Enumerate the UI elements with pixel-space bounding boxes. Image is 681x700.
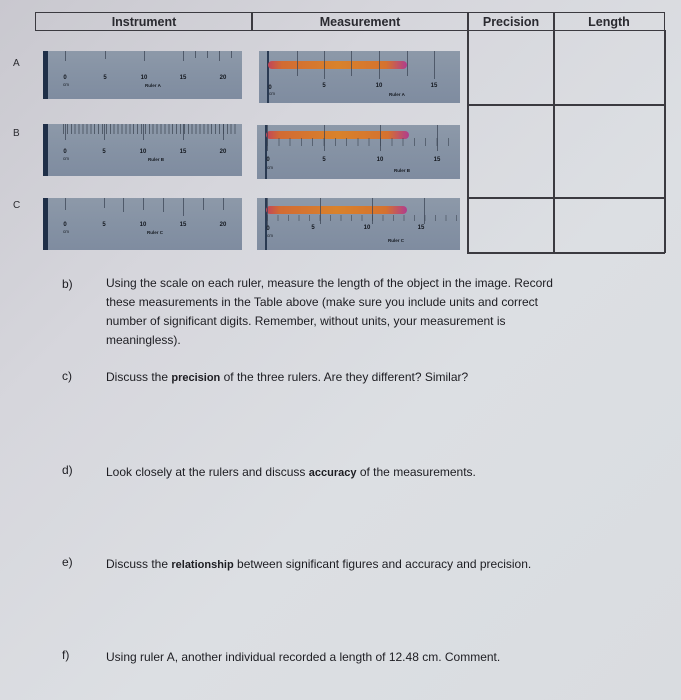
question-d-post: of the measurements. — [356, 465, 476, 479]
unit-label: cm — [269, 91, 275, 96]
tick-label: 15 — [417, 225, 425, 231]
tick-label: 0 — [268, 85, 272, 91]
tick-label: 5 — [102, 149, 106, 155]
measured-object — [266, 206, 407, 214]
cell-length-b[interactable] — [555, 106, 663, 196]
cell-precision-a[interactable] — [469, 32, 552, 103]
question-f-text — [106, 648, 500, 667]
ruler-name: Ruler A — [389, 92, 405, 97]
question-e-text — [106, 555, 531, 575]
measurement-ruler-c — [257, 198, 460, 250]
tick-label: 10 — [139, 149, 147, 155]
table-border-bottom — [467, 252, 665, 254]
question-b-line: these measurements in the Table above (make sure you include units and correct — [106, 295, 539, 309]
question-f-pre: Using ruler A, another individual recorded a length of 12.48 cm. Comment. — [106, 650, 501, 664]
question-d-emphasis: accuracy — [308, 467, 357, 479]
measurement-ruler-b — [257, 125, 460, 179]
tick-label: 15 — [433, 157, 441, 163]
tick-label: 15 — [179, 222, 187, 228]
ruler-name: Ruler A — [145, 83, 161, 88]
fine-ticks — [63, 124, 238, 134]
tick-label: 20 — [219, 149, 227, 155]
header-length: Length — [553, 12, 665, 31]
row-label-a: A — [13, 58, 20, 69]
instrument-ruler-b — [43, 124, 242, 176]
header-instrument: Instrument — [35, 12, 253, 31]
cell-length-a[interactable] — [555, 32, 663, 103]
question-b-line: meaningless). — [106, 333, 181, 347]
question-d-label: d) — [62, 463, 73, 477]
table-border-right — [664, 30, 666, 253]
unit-label: cm — [63, 156, 69, 161]
ruler-edge — [43, 198, 48, 250]
question-e-label: e) — [62, 555, 73, 569]
cell-length-c[interactable] — [555, 199, 663, 251]
question-b-line: number of significant digits. Remember, without units, your measurement is — [106, 314, 506, 328]
question-c-emphasis: precision — [171, 372, 221, 384]
tick-label: 20 — [219, 222, 227, 228]
fine-ticks — [267, 215, 457, 221]
tick-label: 10 — [139, 222, 147, 228]
tick-label: 5 — [322, 83, 326, 89]
question-b-label: b) — [62, 277, 73, 291]
ruler-edge — [43, 51, 48, 99]
row-label-b: B — [13, 128, 20, 139]
question-e-pre: Discuss the — [106, 557, 172, 571]
row-label-c: C — [13, 200, 21, 211]
instrument-ruler-a — [43, 51, 242, 99]
question-c-text — [106, 368, 468, 388]
tick-label: 10 — [140, 75, 148, 81]
question-c-pre: Discuss the — [106, 370, 172, 384]
header-measurement: Measurement — [251, 12, 469, 31]
tick-label: 0 — [266, 226, 270, 232]
question-d-pre: Look closely at the rulers and discuss — [106, 465, 309, 479]
ruler-name: Ruler C — [388, 238, 405, 243]
question-b-line: Using the scale on each ruler, measure the length of the object in the image. Record — [106, 276, 553, 290]
unit-label: cm — [63, 229, 69, 234]
header-precision: Precision — [467, 12, 555, 31]
instrument-ruler-c — [43, 198, 242, 250]
tick-label: 10 — [375, 83, 383, 89]
question-e-emphasis: relationship — [171, 559, 234, 571]
measurement-ruler-a — [259, 51, 460, 103]
tick-label: 0 — [63, 222, 67, 228]
question-c-post: of the three rulers. Are they different? Similar? — [220, 370, 469, 384]
fine-ticks — [267, 138, 457, 146]
tick-label: 0 — [63, 75, 67, 81]
question-f-label: f) — [62, 648, 70, 662]
ruler-name: Ruler C — [147, 230, 164, 235]
unit-label: cm — [63, 82, 69, 87]
ruler-name: Ruler B — [394, 168, 411, 173]
question-c-label: c) — [62, 369, 72, 383]
cell-precision-b[interactable] — [469, 106, 552, 196]
ruler-edge — [43, 124, 48, 176]
tick-label: 10 — [363, 225, 371, 231]
tick-label: 5 — [311, 225, 315, 231]
tick-label: 15 — [179, 149, 187, 155]
tick-label: 15 — [430, 83, 438, 89]
question-d-text — [106, 463, 476, 483]
tick-label: 20 — [219, 75, 227, 81]
tick-label: 5 — [102, 222, 106, 228]
measured-object — [268, 61, 407, 69]
ruler-name: Ruler B — [148, 157, 165, 162]
tick-label: 10 — [376, 157, 384, 163]
tick-label: 0 — [63, 149, 67, 155]
question-e-post: between significant figures and accuracy and precision. — [233, 557, 532, 571]
tick-label: 5 — [322, 157, 326, 163]
tick-label: 0 — [266, 157, 270, 163]
unit-label: cm — [267, 165, 273, 170]
cell-precision-c[interactable] — [469, 199, 552, 251]
unit-label: cm — [267, 233, 273, 238]
tick-label: 15 — [179, 75, 187, 81]
tick-label: 5 — [103, 75, 107, 81]
question-b-text — [106, 274, 666, 350]
